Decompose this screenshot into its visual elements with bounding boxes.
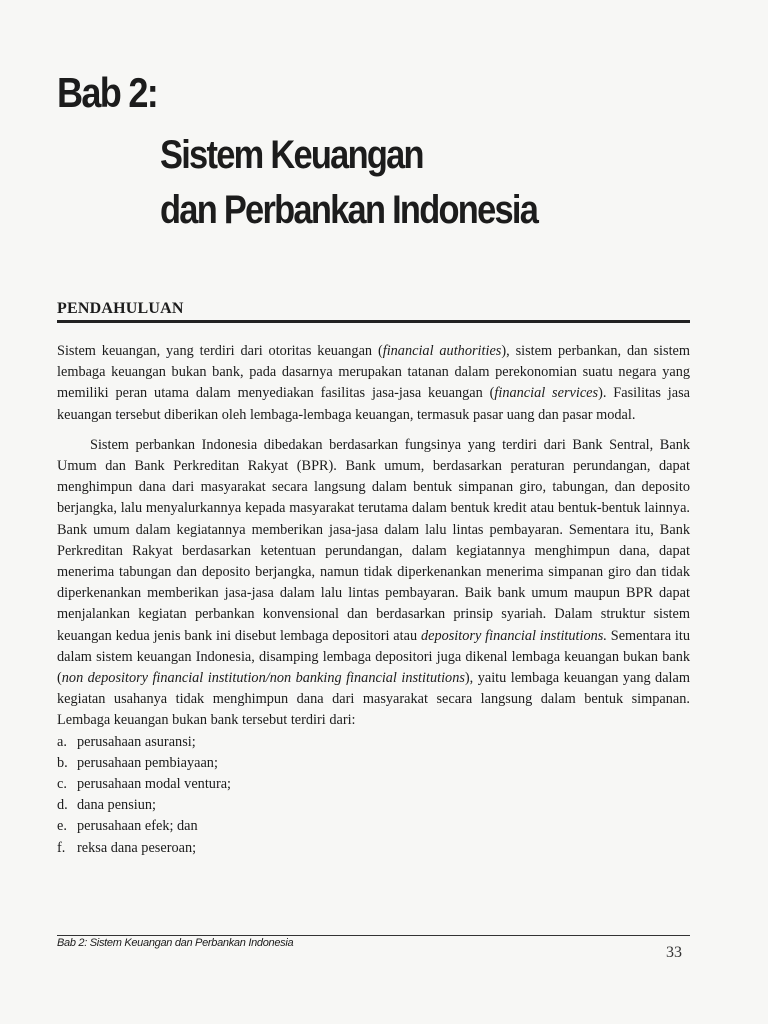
list-item-text: perusahaan asuransi; bbox=[77, 733, 196, 750]
list-marker: c. bbox=[57, 776, 67, 793]
chapter-label: Bab 2: bbox=[57, 69, 158, 116]
list-marker: f. bbox=[57, 839, 66, 856]
page-number: 33 bbox=[666, 944, 682, 961]
list-item bbox=[57, 838, 690, 859]
paragraph-text: ), sistem perbankan, dan sistem lembaga keuangan bukan bank, pada dasarnya merupakan tatanan dalam perekonomian suatu negara yang memiliki peran utama dalam menyediakan fasilitas jasa-jasa keuangan ( bbox=[57, 343, 691, 402]
list-item bbox=[57, 753, 690, 774]
italic-term: non depository financial institution/non banking financial institutions bbox=[61, 670, 465, 687]
non-bank-institution-list bbox=[57, 732, 690, 859]
list-marker: b. bbox=[57, 754, 68, 771]
paragraph-intro bbox=[57, 341, 690, 426]
paragraph-text: ). Fasilitas jasa keuangan tersebut diberikan oleh lembaga-lembaga keuangan, termasuk pasar uang dan pasar modal. bbox=[57, 385, 690, 423]
paragraph-text: Sementara itu dalam sistem keuangan Indonesia, disamping lembaga depositori juga dikenal lembaga keuangan bukan bank ( bbox=[57, 627, 691, 687]
paragraph-text: Sistem keuangan, yang terdiri dari otoritas keuangan ( bbox=[57, 343, 383, 359]
section-heading: PENDAHULUAN bbox=[57, 300, 184, 317]
paragraph-text: ), yaitu lembaga keuangan yang dalam kegiatan usahanya tidak menghimpun dana dari masyarakat secara langsung dalam bentuk simpanan. Lembaga keuangan bukan bank tersebut terdiri dari: bbox=[57, 670, 690, 729]
list-item-text: reksa dana peseroan; bbox=[77, 839, 197, 856]
list-marker: e. bbox=[57, 818, 67, 835]
italic-term: depository financial institutions. bbox=[420, 627, 607, 644]
list-item-text: perusahaan pembiayaan; bbox=[77, 754, 218, 771]
chapter-title-line-2: dan Perbankan Indonesia bbox=[160, 188, 538, 232]
list-marker: a. bbox=[57, 733, 67, 750]
italic-term: financial services bbox=[494, 385, 599, 402]
section-divider bbox=[57, 320, 690, 323]
list-item-text: perusahaan efek; dan bbox=[77, 818, 198, 835]
running-footer: Bab 2: Sistem Keuangan dan Perbankan Indonesia bbox=[57, 937, 294, 949]
body-text bbox=[57, 341, 690, 859]
list-item bbox=[57, 795, 690, 816]
list-item bbox=[57, 732, 690, 753]
list-marker: d. bbox=[57, 797, 68, 814]
list-item bbox=[57, 774, 690, 795]
paragraph-banking-system bbox=[57, 435, 690, 732]
list-item-text: perusahaan modal ventura; bbox=[77, 776, 232, 793]
italic-term: financial authorities bbox=[382, 343, 502, 359]
list-item bbox=[57, 816, 690, 837]
chapter-title-line-1: Sistem Keuangan bbox=[160, 133, 423, 177]
footer-divider bbox=[57, 935, 690, 936]
list-item-text: dana pensiun; bbox=[77, 797, 157, 814]
paragraph-text: Sistem perbankan Indonesia dibedakan berdasarkan fungsinya yang terdiri dari Bank Sentral, Bank Umum dan Bank Perkreditan Rakyat (BPR). Bank umum, berdasarkan peraturan perundangan, dapat menghimpun dana dari masyarakat secara langsung dalam bentuk simpanan giro, tabungan, dan deposito berjangka, lalu menyalurkannya kepada masyarakat terutama dalam bentuk kredit atau bentuk-bentuk lainnya. Bank umum dalam kegiatannya memberikan jasa-jasa dalam lalu lintas pembayaran. Sementara itu, Bank Perkreditan Rakyat berdasarkan ketentuan perundangan, dalam kegiatannya menghimpun dana, dapat menerima tabungan dan deposito berjangka, namun tidak diperkenankan menerima simpanan giro dan tidak diperkenankan memberikan jasa-jasa dalam lalu lintas pembayaran. Baik bank umum maupun BPR dapat menjalankan kegiatan perbankan konvensional dan berdasarkan prinsip syariah. Dalam struktur sistem keuangan kedua jenis bank ini disebut lembaga depositori atau bbox=[57, 436, 690, 644]
chapter-title bbox=[160, 128, 537, 238]
